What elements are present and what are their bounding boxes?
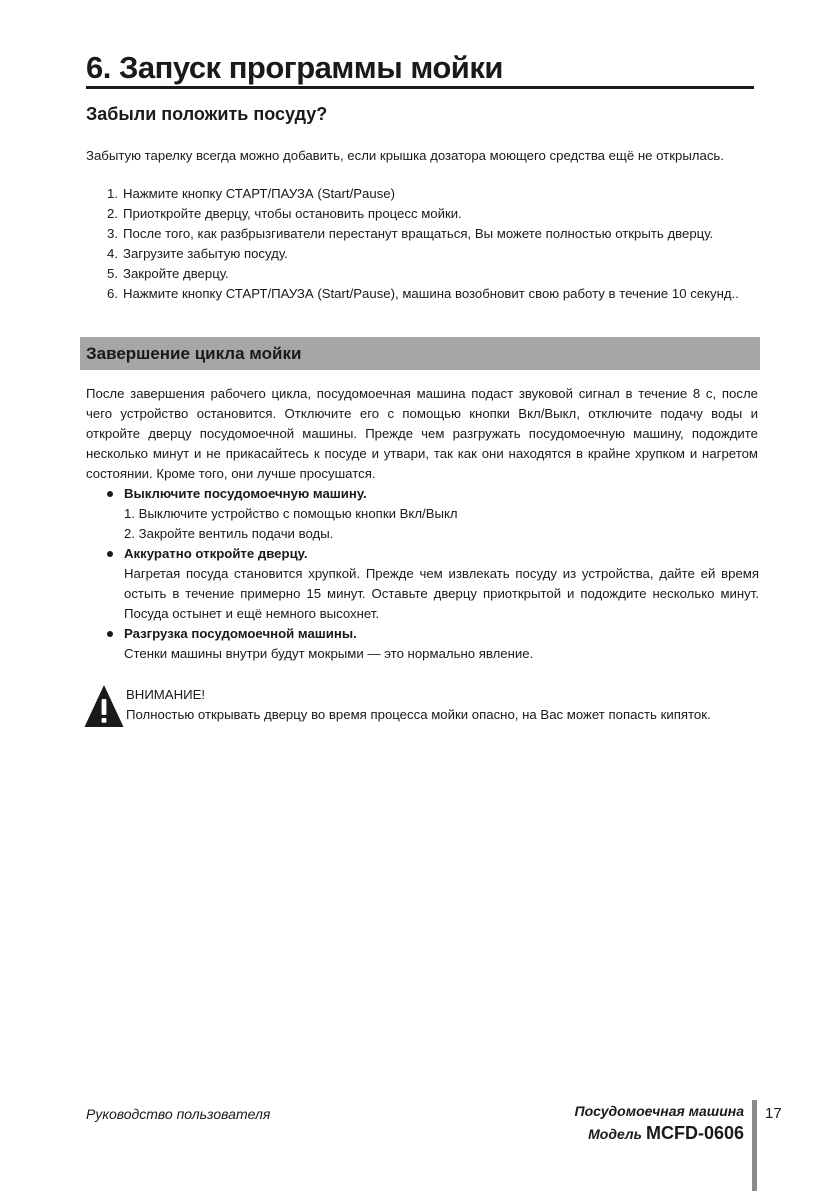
footer-product-info <box>575 1101 744 1146</box>
step-text: После того, как разбрызгиватели перестанут вращаться, Вы можете полностью открыть дверцу. <box>123 226 714 241</box>
step-number: 3. <box>107 226 118 241</box>
warning-block <box>84 682 764 728</box>
bullet-icon <box>107 551 113 557</box>
bullet-icon <box>107 491 113 497</box>
step-number: 1. <box>107 186 118 201</box>
list-item <box>107 244 757 264</box>
intro-paragraph: Забытую тарелку всегда можно добавить, если крышка дозатора моющего средства ещё не открылась. <box>86 148 724 163</box>
bullet-text: Нагретая посуда становится хрупкой. Прежде чем извлекать посуду из устройства, дайте ей время остыть в течение примерно 15 минут. Оставьте дверцу приоткрытой и подождите несколько минут. Посуда остынет и ещё немного высохнет. <box>124 566 759 621</box>
step-text: Закройте дверцу. <box>123 266 229 281</box>
bullet-item-open-door <box>107 544 759 624</box>
bullet-item-power-off <box>107 484 759 544</box>
step-text: Загрузите забытую посуду. <box>123 246 288 261</box>
footer-manual-label: Руководство пользователя <box>86 1106 271 1122</box>
warning-triangle-icon <box>84 684 124 728</box>
list-item <box>107 204 757 224</box>
footer-divider <box>752 1100 757 1191</box>
step-text: Нажмите кнопку СТАРТ/ПАУЗА (Start/Pause) <box>123 186 396 201</box>
list-item <box>107 224 757 244</box>
footer-product-name: Посудомоечная машина <box>574 1103 744 1119</box>
section-title: Завершение цикла мойки <box>86 344 302 363</box>
bullet-item-unload <box>107 624 759 664</box>
list-item <box>107 284 757 304</box>
steps-list <box>107 184 757 304</box>
warning-title: ВНИМАНИЕ! <box>126 687 206 702</box>
warning-text: Полностью открывать дверцу во время процесса мойки опасно, на Вас может попасть кипяток. <box>126 707 711 722</box>
bullet-heading: Выключите посудомоечную машину. <box>124 486 367 501</box>
list-item <box>107 184 757 204</box>
section-paragraph: После завершения рабочего цикла, посудомоечная машина подаст звуковой сигнал в течение 8 с, после чего устройство остановится. Отключите его с помощью кнопки Вкл/Выкл, отключите подачу воды и откройте дверцу посудомоечной машины. Прежде чем разгружать посудомоечную машину, подождите несколько минут и не прикасайтесь к посуде и утвари, так как они находятся в крайне хрупком и нагретом состоянии. Кроме того, они лучше просушатся. <box>86 386 758 481</box>
subsection-title: Забыли положить посуду? <box>86 104 328 124</box>
bullet-list <box>107 484 759 664</box>
footer-model-line <box>575 1121 744 1146</box>
step-number: 6. <box>107 286 118 301</box>
bullet-icon <box>107 631 113 637</box>
section-header-bar <box>80 337 760 370</box>
page-title: 6. Запуск программы мойки <box>86 50 754 89</box>
step-number: 5. <box>107 266 118 281</box>
bullet-heading: Разгрузка посудомоечной машины. <box>124 626 357 641</box>
footer-model-value: MCFD-0606 <box>645 1123 744 1143</box>
step-text: Приоткройте дверцу, чтобы остановить процесс мойки. <box>123 206 462 221</box>
page-number: 17 <box>765 1105 782 1122</box>
bullet-text: Стенки машины внутри будут мокрыми — это нормально явление. <box>124 646 534 661</box>
list-item <box>107 264 757 284</box>
step-text: Нажмите кнопку СТАРТ/ПАУЗА (Start/Pause), машина возобновит свою работу в течение 10 секунд.. <box>123 286 739 301</box>
footer-model-label: Модель <box>588 1126 642 1142</box>
bullet-heading: Аккуратно откройте дверцу. <box>124 546 308 561</box>
step-number: 2. <box>107 206 118 221</box>
step-number: 4. <box>107 246 118 261</box>
bullet-subline: 2. Закройте вентиль подачи воды. <box>124 526 334 541</box>
bullet-subline: 1. Выключите устройство с помощью кнопки Вкл/Выкл <box>124 506 458 521</box>
